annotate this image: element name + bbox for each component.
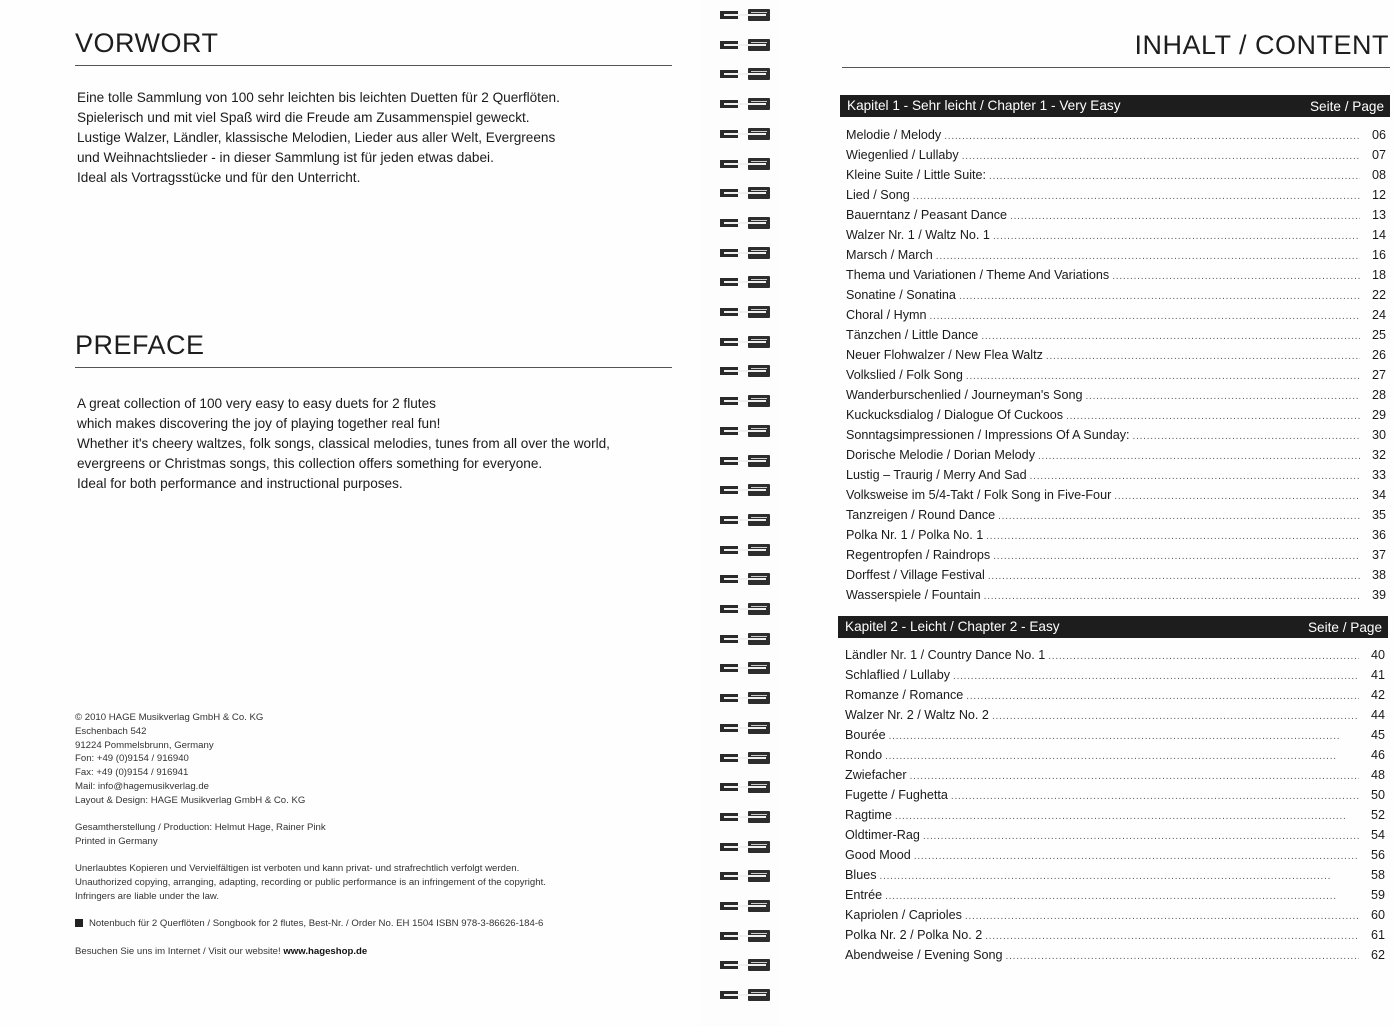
toc-entry[interactable] <box>845 865 1385 885</box>
preface-title: PREFACE <box>75 330 205 360</box>
toc-dot-leader <box>959 287 1360 307</box>
spiral-coil <box>720 571 770 587</box>
vorwort-line: Ideal als Vortragsstücke und für den Unterricht. <box>77 170 361 185</box>
imprint-production <box>75 821 326 849</box>
toc-entry-page: 56 <box>1370 848 1385 862</box>
spiral-coil <box>720 809 770 825</box>
toc-entry-page: 50 <box>1370 788 1385 802</box>
toc-dot-leader <box>880 867 1359 887</box>
toc-entry-page: 40 <box>1370 648 1385 662</box>
toc-entry-title: Ländler Nr. 1 / Country Dance No. 1 <box>845 648 1046 662</box>
toc-entry-title: Tänzchen / Little Dance <box>846 328 979 342</box>
toc-entry-title: Entrée <box>845 888 883 902</box>
imprint-line: Printed in Germany <box>75 835 158 847</box>
toc-entry-title: Kapriolen / Caprioles <box>845 908 962 922</box>
toc-entry[interactable] <box>845 665 1385 685</box>
toc-entry-page: 62 <box>1370 948 1385 962</box>
toc-entry[interactable] <box>846 205 1386 225</box>
toc-entry-page: 07 <box>1371 148 1386 162</box>
toc-entry[interactable] <box>846 325 1386 345</box>
toc-dot-leader <box>986 527 1360 547</box>
toc-entry[interactable] <box>846 125 1386 145</box>
content-title: INHALT / CONTENT <box>1134 30 1389 60</box>
toc-entry-title: Zwiefacher <box>845 768 907 782</box>
toc-entry-title: Lustig – Traurig / Merry And Sad <box>846 468 1027 482</box>
spiral-coil <box>720 542 770 558</box>
toc-dot-leader <box>989 167 1360 187</box>
toc-entry-title: Volkslied / Folk Song <box>846 368 963 382</box>
toc-entry[interactable] <box>846 465 1386 485</box>
imprint-address <box>75 711 305 808</box>
toc-entry-page: 58 <box>1370 868 1385 882</box>
toc-entry[interactable] <box>846 365 1386 385</box>
toc-dot-leader <box>1038 447 1360 467</box>
preface-line: evergreens or Christmas songs, this collection offers something for everyone. <box>77 456 543 471</box>
toc-entry-title: Good Mood <box>845 848 911 862</box>
preface-line: Whether it's cheery waltzes, folk songs, classical melodies, tunes from all over the world, <box>77 436 610 451</box>
vorwort-paragraph <box>77 88 560 188</box>
chapter1-list <box>846 125 1386 605</box>
toc-entry-title: Romanze / Romance <box>845 688 964 702</box>
spiral-coil <box>720 393 770 409</box>
toc-entry[interactable] <box>846 385 1386 405</box>
toc-entry-page: 13 <box>1371 208 1386 222</box>
toc-entry[interactable] <box>845 925 1385 945</box>
spiral-coil <box>720 660 770 676</box>
toc-dot-leader <box>885 887 1359 907</box>
toc-entry-page: 28 <box>1371 388 1386 402</box>
toc-entry-title: Bourée <box>845 728 886 742</box>
spiral-coil <box>720 96 770 112</box>
imprint-visit <box>75 945 367 959</box>
imprint-legal <box>75 862 546 903</box>
toc-dot-leader <box>1048 647 1359 667</box>
toc-entry[interactable] <box>846 485 1386 505</box>
spiral-coil <box>720 453 770 469</box>
toc-entry-page: 36 <box>1371 528 1386 542</box>
toc-entry-page: 59 <box>1370 888 1385 902</box>
toc-entry-page: 33 <box>1371 468 1386 482</box>
toc-entry[interactable] <box>845 645 1385 665</box>
preface-line: Ideal for both performance and instructional purposes. <box>77 476 403 491</box>
vorwort-line: Eine tolle Sammlung von 100 sehr leichten bis leichten Duetten für 2 Querflöten. <box>77 90 560 105</box>
imprint-order <box>75 917 543 931</box>
spiral-coil <box>720 423 770 439</box>
preface-paragraph <box>77 394 610 494</box>
imprint-line: Infringers are liable under the law. <box>75 890 219 902</box>
toc-entry[interactable] <box>846 425 1386 445</box>
spiral-coil <box>720 482 770 498</box>
toc-entry[interactable] <box>846 545 1386 565</box>
toc-dot-leader <box>998 507 1360 527</box>
toc-dot-leader <box>1112 267 1360 287</box>
spiral-coil <box>720 987 770 1003</box>
toc-entry[interactable] <box>846 525 1386 545</box>
toc-entry-title: Abendweise / Evening Song <box>845 948 1003 962</box>
imprint-line: Unauthorized copying, arranging, adapting, recording or public performance is an infringement of the copyright. <box>75 876 546 888</box>
toc-entry[interactable] <box>845 845 1385 865</box>
toc-entry-title: Tanzreigen / Round Dance <box>846 508 996 522</box>
toc-entry[interactable] <box>846 185 1386 205</box>
toc-entry-page: 38 <box>1371 568 1386 582</box>
toc-entry-title: Regentropfen / Raindrops <box>846 548 991 562</box>
toc-dot-leader <box>993 227 1360 247</box>
spiral-coil <box>720 126 770 142</box>
spiral-coil <box>720 779 770 795</box>
toc-entry-title: Bauerntanz / Peasant Dance <box>846 208 1008 222</box>
toc-dot-leader <box>944 127 1360 147</box>
toc-entry-page: 22 <box>1371 288 1386 302</box>
preface-line: A great collection of 100 very easy to easy duets for 2 flutes <box>77 396 436 411</box>
toc-entry-title: Walzer Nr. 1 / Waltz No. 1 <box>846 228 990 242</box>
toc-entry[interactable] <box>846 505 1386 525</box>
vorwort-rule <box>75 65 672 66</box>
toc-entry[interactable] <box>845 825 1385 845</box>
toc-entry[interactable] <box>845 785 1385 805</box>
spiral-coil <box>720 898 770 914</box>
toc-entry-page: 35 <box>1371 508 1386 522</box>
toc-entry[interactable] <box>846 245 1386 265</box>
toc-dot-leader <box>936 247 1360 267</box>
chapter1-header <box>840 95 1390 117</box>
toc-entry-title: Wiegenlied / Lullaby <box>846 148 959 162</box>
toc-entry[interactable] <box>845 765 1385 785</box>
toc-entry[interactable] <box>846 265 1386 285</box>
imprint-line: © 2010 HAGE Musikverlag GmbH & Co. KG <box>75 712 264 723</box>
preface-rule <box>75 367 672 368</box>
spiral-coil <box>720 631 770 647</box>
spiral-coil <box>720 512 770 528</box>
toc-dot-leader <box>913 187 1360 207</box>
chapter2-header <box>838 616 1388 638</box>
toc-entry-page: 61 <box>1370 928 1385 942</box>
toc-entry-title: Ragtime <box>845 808 892 822</box>
toc-entry[interactable] <box>845 705 1385 725</box>
spiral-binding <box>712 0 774 1027</box>
spiral-coil <box>720 304 770 320</box>
toc-entry-title: Wanderburschenlied / Journeyman's Song <box>846 388 1083 402</box>
toc-dot-leader <box>910 767 1359 787</box>
toc-entry-page: 14 <box>1371 228 1386 242</box>
toc-dot-leader <box>1066 407 1360 427</box>
imprint-line: Mail: info@hagemusikverlag.de <box>75 780 209 792</box>
toc-dot-leader <box>885 747 1359 767</box>
toc-entry[interactable] <box>846 345 1386 365</box>
toc-entry-title: Dorische Melodie / Dorian Melody <box>846 448 1035 462</box>
toc-entry-page: 48 <box>1370 768 1385 782</box>
visit-text: Besuchen Sie uns im Internet / Visit our website! <box>75 946 284 957</box>
imprint-line: Eschenbach 542 <box>75 725 147 737</box>
toc-entry-page: 30 <box>1371 428 1386 442</box>
content-rule <box>842 67 1390 68</box>
toc-entry[interactable] <box>845 945 1385 965</box>
spiral-coil <box>720 274 770 290</box>
spiral-coil <box>720 750 770 766</box>
spiral-coil <box>720 839 770 855</box>
toc-entry-page: 25 <box>1371 328 1386 342</box>
toc-entry-title: Sonatine / Sonatina <box>846 288 956 302</box>
toc-dot-leader <box>985 927 1359 947</box>
toc-entry-page: 39 <box>1371 588 1386 602</box>
toc-entry-title: Kuckucksdialog / Dialogue Of Cuckoos <box>846 408 1064 422</box>
toc-entry-title: Thema und Variationen / Theme And Variations <box>846 268 1110 282</box>
toc-dot-leader <box>953 667 1359 687</box>
toc-dot-leader <box>1085 387 1360 407</box>
toc-entry-page: 42 <box>1370 688 1385 702</box>
toc-dot-leader <box>1114 487 1360 507</box>
toc-entry-page: 41 <box>1370 668 1385 682</box>
toc-dot-leader <box>914 847 1359 867</box>
toc-dot-leader <box>966 367 1360 387</box>
toc-entry-title: Melodie / Melody <box>846 128 942 142</box>
toc-entry-title: Walzer Nr. 2 / Waltz No. 2 <box>845 708 989 722</box>
toc-entry-title: Sonntagsimpressionen / Impressions Of A Sunday: <box>846 428 1130 442</box>
toc-entry-title: Fugette / Fughetta <box>845 788 948 802</box>
toc-entry[interactable] <box>846 285 1386 305</box>
spiral-coil <box>720 185 770 201</box>
toc-entry-page: 26 <box>1371 348 1386 362</box>
toc-entry-page: 06 <box>1371 128 1386 142</box>
order-line: Notenbuch für 2 Querflöten / Songbook for 2 flutes, Best-Nr. / Order No. EH 1504 ISBN 978-3-86626-184-6 <box>89 918 544 929</box>
toc-entry[interactable] <box>846 585 1386 605</box>
toc-entry-title: Wasserspiele / Fountain <box>846 588 981 602</box>
toc-entry-page: 18 <box>1371 268 1386 282</box>
toc-dot-leader <box>923 827 1359 847</box>
imprint-line: 91224 Pommelsbrunn, Germany <box>75 739 214 751</box>
spiral-coil <box>720 66 770 82</box>
toc-entry[interactable] <box>846 445 1386 465</box>
toc-entry-title: Polka Nr. 1 / Polka No. 1 <box>846 528 984 542</box>
toc-entry-page: 08 <box>1371 168 1386 182</box>
toc-entry-title: Kleine Suite / Little Suite: <box>846 168 987 182</box>
toc-dot-leader <box>993 547 1360 567</box>
toc-dot-leader <box>1133 427 1360 447</box>
vorwort-line: Lustige Walzer, Ländler, klassische Melodien, Lieder aus aller Welt, Evergreens <box>77 130 556 145</box>
toc-dot-leader <box>965 907 1359 927</box>
toc-dot-leader <box>984 587 1360 607</box>
toc-entry-title: Rondo <box>845 748 883 762</box>
toc-entry-title: Dorffest / Village Festival <box>846 568 985 582</box>
toc-dot-leader <box>992 707 1359 727</box>
toc-entry-title: Volksweise im 5/4-Takt / Folk Song in Five-Four <box>846 488 1112 502</box>
toc-entry[interactable] <box>845 905 1385 925</box>
chapter2-label: Kapitel 2 - Leicht / Chapter 2 - Easy <box>845 619 1060 634</box>
spiral-coil <box>720 868 770 884</box>
spiral-coil <box>720 215 770 231</box>
toc-dot-leader <box>1006 947 1359 967</box>
toc-dot-leader <box>1030 467 1360 487</box>
toc-entry-page: 12 <box>1371 188 1386 202</box>
toc-dot-leader <box>966 687 1359 707</box>
toc-dot-leader <box>889 727 1359 747</box>
imprint-line: Gesamtherstellung / Production: Helmut Hage, Rainer Pink <box>75 822 326 833</box>
toc-dot-leader <box>929 307 1360 327</box>
spiral-coil <box>720 37 770 53</box>
imprint-line: Unerlaubtes Kopieren und Vervielfältigen ist verboten und kann privat- und strafrechtlich verfolgt werden. <box>75 863 520 874</box>
toc-entry-page: 44 <box>1370 708 1385 722</box>
imprint-line: Layout & Design: HAGE Musikverlag GmbH & Co. KG <box>75 794 306 806</box>
toc-entry-page: 46 <box>1370 748 1385 762</box>
toc-entry[interactable] <box>845 685 1385 705</box>
toc-dot-leader <box>962 147 1360 167</box>
toc-entry-page: 24 <box>1371 308 1386 322</box>
vorwort-line: und Weihnachtslieder - in dieser Sammlung ist für jeden etwas dabei. <box>77 150 494 165</box>
toc-entry-title: Oldtimer-Rag <box>845 828 920 842</box>
toc-entry-page: 54 <box>1370 828 1385 842</box>
toc-entry-page: 29 <box>1371 408 1386 422</box>
toc-entry[interactable] <box>846 405 1386 425</box>
toc-entry[interactable] <box>845 805 1385 825</box>
toc-entry-title: Polka Nr. 2 / Polka No. 2 <box>845 928 983 942</box>
toc-entry[interactable] <box>845 885 1385 905</box>
chapter2-list <box>845 645 1385 965</box>
vorwort-line: Spielerisch und mit viel Spaß wird die Freude am Zusammenspiel geweckt. <box>77 110 530 125</box>
spiral-coil <box>720 156 770 172</box>
toc-entry[interactable] <box>846 565 1386 585</box>
spiral-coil <box>720 363 770 379</box>
toc-entry[interactable] <box>846 145 1386 165</box>
toc-dot-leader <box>988 567 1360 587</box>
toc-entry-page: 27 <box>1371 368 1386 382</box>
toc-entry-page: 34 <box>1371 488 1386 502</box>
toc-entry-page: 37 <box>1371 548 1386 562</box>
toc-dot-leader <box>1010 207 1360 227</box>
spiral-coil <box>720 601 770 617</box>
toc-entry-title: Schlaflied / Lullaby <box>845 668 951 682</box>
toc-entry[interactable] <box>845 745 1385 765</box>
toc-entry-title: Lied / Song <box>846 188 910 202</box>
website-link[interactable]: www.hageshop.de <box>283 946 368 957</box>
spiral-coil <box>720 957 770 973</box>
toc-entry[interactable] <box>846 225 1386 245</box>
toc-entry-page: 60 <box>1370 908 1385 922</box>
toc-entry-title: Blues <box>845 868 877 882</box>
toc-entry[interactable] <box>846 165 1386 185</box>
toc-entry-title: Marsch / March <box>846 248 933 262</box>
toc-entry[interactable] <box>845 725 1385 745</box>
spiral-coil <box>720 7 770 23</box>
chapter1-label: Kapitel 1 - Sehr leicht / Chapter 1 - Very Easy <box>847 98 1121 113</box>
toc-entry-page: 32 <box>1371 448 1386 462</box>
toc-dot-leader <box>895 807 1359 827</box>
toc-dot-leader <box>951 787 1359 807</box>
toc-entry-page: 16 <box>1371 248 1386 262</box>
toc-entry-page: 45 <box>1370 728 1385 742</box>
chapter2-page-header: Seite / Page <box>1307 620 1382 635</box>
toc-entry-title: Choral / Hymn <box>846 308 927 322</box>
imprint-line: Fon: +49 (0)9154 / 916940 <box>75 753 189 765</box>
toc-dot-leader <box>1046 347 1360 367</box>
spiral-coil <box>720 928 770 944</box>
spiral-coil <box>720 245 770 261</box>
imprint-line: Fax: +49 (0)9154 / 916941 <box>75 767 189 779</box>
spiral-coil <box>720 720 770 736</box>
chapter1-page-header: Seite / Page <box>1309 99 1384 114</box>
square-bullet-icon <box>75 919 83 927</box>
toc-dot-leader <box>981 327 1360 347</box>
spiral-coil <box>720 334 770 350</box>
toc-entry[interactable] <box>846 305 1386 325</box>
vorwort-title: VORWORT <box>75 28 219 58</box>
toc-entry-title: Neuer Flohwalzer / New Flea Waltz <box>846 348 1043 362</box>
preface-line: which makes discovering the joy of playing together real fun! <box>77 416 441 431</box>
toc-entry-page: 52 <box>1370 808 1385 822</box>
spiral-coil <box>720 690 770 706</box>
